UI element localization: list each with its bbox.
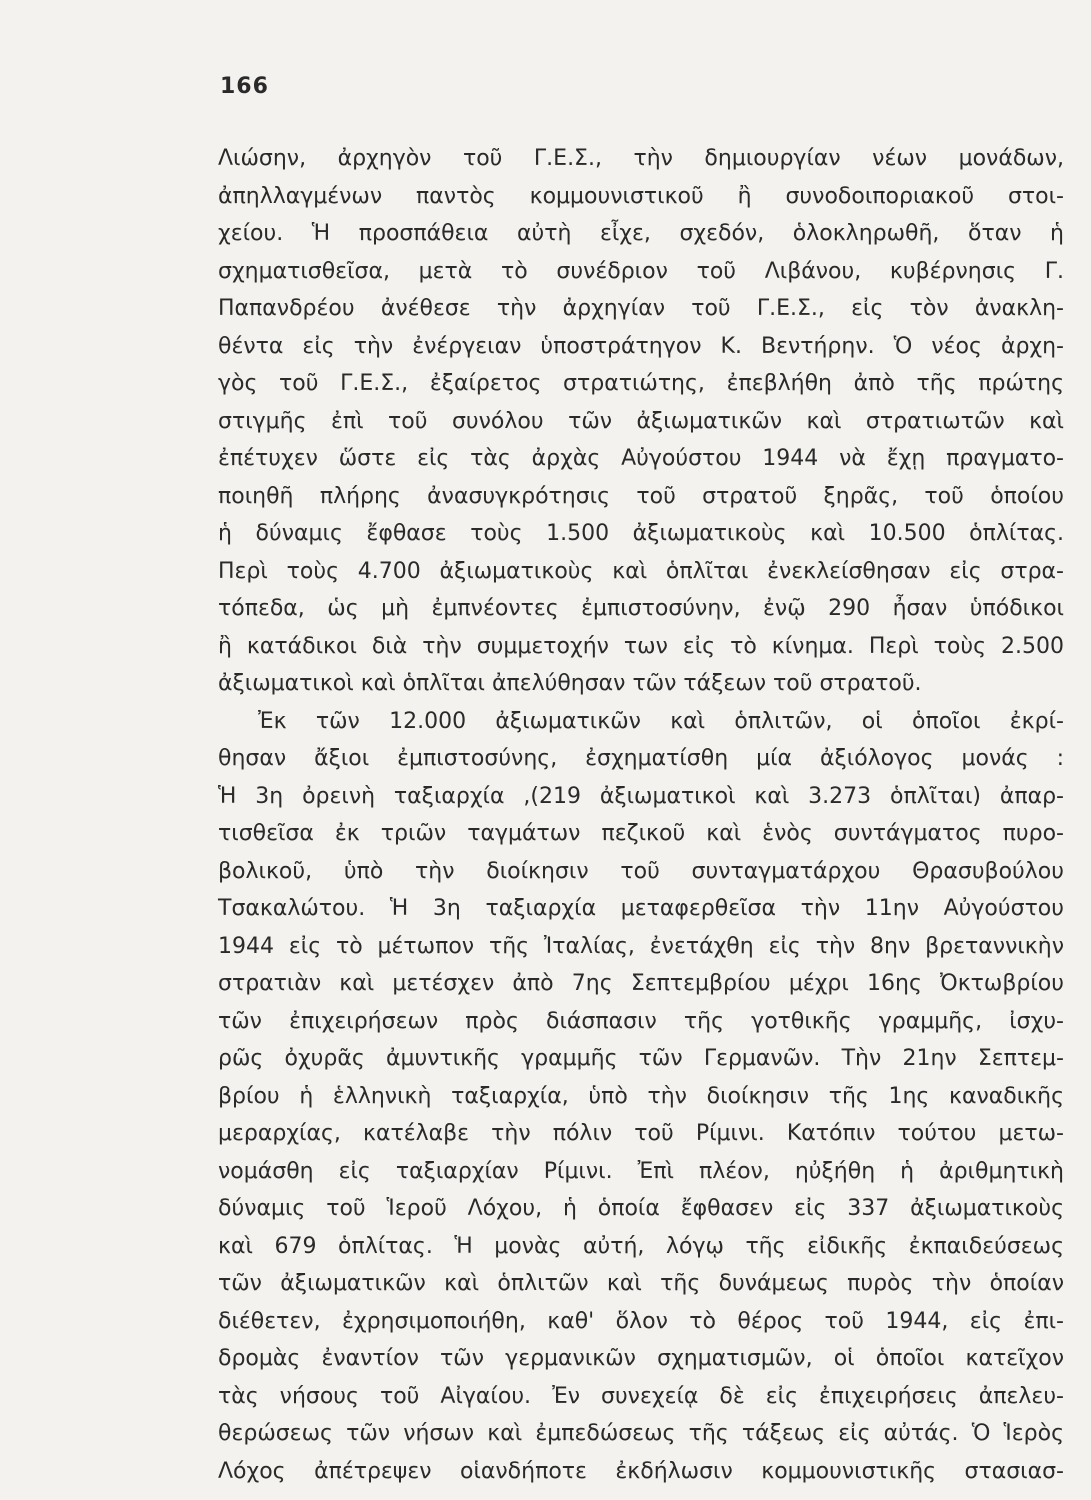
text-line: μεραρχίας, κατέλαβε τὴν πόλιν τοῦ Ρίμινι. Κατόπιν τούτου μετω- xyxy=(218,1121,1064,1146)
text-line: ἀπηλλαγμένων παντὸς κομμουνιστικοῦ ἢ συνοδοιποριακοῦ στοι- xyxy=(218,183,1064,209)
text-line: Λόχος ἀπέτρεψεν οἱανδήποτε ἐκδήλωσιν κομμουνιστικῆς στασιασ- xyxy=(218,1458,1064,1484)
text-line: χείου. Ἡ προσπάθεια αὐτὴ εἶχε, σχεδόν, ὁλοκληρωθῆ, ὅταν ἡ xyxy=(218,221,1064,246)
text-line: Ἐκ τῶν 12.000 ἀξιωματικῶν καὶ ὁπλιτῶν, οἱ ὁποῖοι ἐκρί- xyxy=(258,708,1064,734)
body-text xyxy=(218,140,1064,1490)
text-line: ρῶς ὀχυρᾶς ἀμυντικῆς γραμμῆς τῶν Γερμανῶν. Τὴν 21ην Σεπτεμ- xyxy=(218,1046,1064,1071)
text-line: διέθετεν, ἐχρησιμοποιήθη, καθ' ὅλον τὸ θέρος τοῦ 1944, εἰς ἐπι- xyxy=(218,1308,1064,1334)
text-line: 1944 εἰς τὸ μέτωπον τῆς Ἰταλίας, ἐνετάχθη εἰς τὴν 8ην βρεταννικὴν xyxy=(218,933,1064,959)
text-line: Ἡ 3η ὀρεινὴ ταξιαρχία ,(219 ἀξιωματικοὶ καὶ 3.273 ὁπλῖται) ἀπαρ- xyxy=(218,783,1064,809)
text-line: στιγμῆς ἐπὶ τοῦ συνόλου τῶν ἀξιωματικῶν καὶ στρατιωτῶν καὶ xyxy=(218,408,1064,434)
text-line: Λιώσην, ἀρχηγὸν τοῦ Γ.Ε.Σ., τὴν δημιουργίαν νέων μονάδων, xyxy=(218,146,1064,171)
text-line: δύναμις τοῦ Ἱεροῦ Λόχου, ἡ ὁποία ἔφθασεν εἰς 337 ἀξιωματικοὺς xyxy=(218,1196,1064,1221)
text-line: ἢ κατάδικοι διὰ τὴν συμμετοχήν των εἰς τὸ κίνημα. Περὶ τοὺς 2.500 xyxy=(218,633,1064,659)
text-line: γὸς τοῦ Γ.Ε.Σ., ἐξαίρετος στρατιώτης, ἐπεβλήθη ἀπὸ τῆς πρώτης xyxy=(218,371,1064,396)
text-line: βρίου ἡ ἑλληνικὴ ταξιαρχία, ὑπὸ τὴν διοίκησιν τῆς 1ης καναδικῆς xyxy=(218,1083,1064,1109)
text-line: βολικοῦ, ὑπὸ τὴν διοίκησιν τοῦ συνταγματάρχου Θρασυβούλου xyxy=(218,858,1064,884)
text-line: σχηματισθεῖσα, μετὰ τὸ συνέδριον τοῦ Λιβάνου, κυβέρνησις Γ. xyxy=(218,258,1064,284)
text-line: τὰς νήσους τοῦ Αἰγαίου. Ἐν συνεχείᾳ δὲ εἰς ἐπιχειρήσεις ἀπελευ- xyxy=(218,1383,1064,1409)
text-line: θησαν ἄξιοι ἐμπιστοσύνης, ἐσχηματίσθη μία ἀξιόλογος μονάς : xyxy=(218,746,1064,771)
text-line: Παπανδρέου ἀνέθεσε τὴν ἀρχηγίαν τοῦ Γ.Ε.Σ., εἰς τὸν ἀνακλη- xyxy=(218,296,1064,321)
text-line: τόπεδα, ὡς μὴ ἐμπνέοντες ἐμπιστοσύνην, ἐνῷ 290 ἦσαν ὑπόδικοι xyxy=(218,596,1064,621)
text-line: Τσακαλώτου. Ἡ 3η ταξιαρχία μεταφερθεῖσα τὴν 11ην Αὐγούστου xyxy=(218,896,1064,921)
text-line: ἐπέτυχεν ὥστε εἰς τὰς ἀρχὰς Αὐγούστου 1944 νὰ ἔχῃ πραγματο- xyxy=(218,446,1064,471)
text-line: ἀξιωματικοὶ καὶ ὁπλῖται ἀπελύθησαν τῶν τάξεων τοῦ στρατοῦ. xyxy=(218,671,922,696)
page-number: 166 xyxy=(220,74,269,99)
text-line: θέντα εἰς τὴν ἐνέργειαν ὑποστράτηγον Κ. Βεντήρην. Ὁ νέος ἀρχη- xyxy=(218,333,1064,359)
text-line: καὶ 679 ὁπλίτας. Ἡ μονὰς αὐτή, λόγῳ τῆς εἰδικῆς ἐκπαιδεύσεως xyxy=(218,1233,1064,1259)
text-line: δρομὰς ἐναντίον τῶν γερμανικῶν σχηματισμῶν, οἱ ὁποῖοι κατεῖχον xyxy=(218,1346,1064,1371)
text-line: ποιηθῆ πλήρης ἀνασυγκρότησις τοῦ στρατοῦ ξηρᾶς, τοῦ ὁποίου xyxy=(218,483,1064,509)
text-line: νομάσθη εἰς ταξιαρχίαν Ρίμινι. Ἐπὶ πλέον, ηὐξήθη ἡ ἀριθμητικὴ xyxy=(218,1158,1064,1184)
text-line: θερώσεως τῶν νήσων καὶ ἐμπεδώσεως τῆς τάξεως εἰς αὐτάς. Ὁ Ἱερὸς xyxy=(218,1421,1064,1446)
text-line: Περὶ τοὺς 4.700 ἀξιωματικοὺς καὶ ὁπλῖται ἐνεκλείσθησαν εἰς στρα- xyxy=(218,558,1064,584)
text-line: ἡ δύναμις ἔφθασε τοὺς 1.500 ἀξιωματικοὺς καὶ 10.500 ὁπλίτας. xyxy=(218,521,1064,546)
text-line: τισθεῖσα ἐκ τριῶν ταγμάτων πεζικοῦ καὶ ἑνὸς συντάγματος πυρο- xyxy=(218,821,1064,846)
text-line: τῶν ἀξιωματικῶν καὶ ὁπλιτῶν καὶ τῆς δυνάμεως πυρὸς τὴν ὁποίαν xyxy=(218,1271,1064,1296)
text-line: τῶν ἐπιχειρήσεων πρὸς διάσπασιν τῆς γοτθικῆς γραμμῆς, ἰσχυ- xyxy=(218,1008,1064,1034)
text-line: στρατιὰν καὶ μετέσχεν ἀπὸ 7ης Σεπτεμβρίου μέχρι 16ης Ὀκτωβρίου xyxy=(218,971,1064,996)
